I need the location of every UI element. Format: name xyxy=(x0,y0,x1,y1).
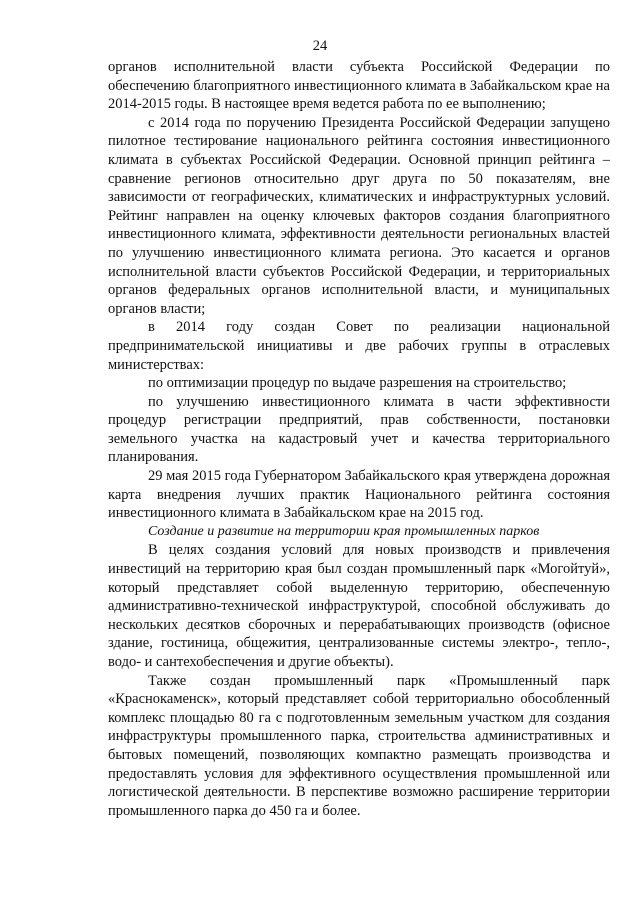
document-body xyxy=(108,58,610,820)
paragraph-krasnokamensk: Также создан промышленный парк «Промышленный парк «Краснокаменск», который представляет собой территориально обособленный комплекс площадью 80 га с подготовленным земельным участком для создания инфраструктуры промышленного парка, строительства административных и бытовых помещений, позволяющих компактно размещать производства и предоставлять условия для эффективного осуществления промышленной или логистической деятельности. В перспективе возможно расширение территории промышленного парка до 450 га и более. xyxy=(108,672,610,819)
section-heading-industrial-parks: Создание и развитие на территории края промышленных парков xyxy=(148,523,540,539)
paragraph-council: в 2014 году создан Совет по реализации национальной предпринимательской инициативы и две рабочих группы в отраслевых министерствах: xyxy=(108,319,610,373)
page-number: 24 xyxy=(312,38,328,54)
list-item-construction: по оптимизации процедур по выдаче разрешения на строительство; xyxy=(148,375,567,392)
paragraph-rating: с 2014 года по поручению Президента Российской Федерации запущено пилотное тестирование национального рейтинга состояния инвестиционного климата в субъектах Российской Федерации. Основной принцип рейтинга – сравнение регионов относительно друг друга по 50 показателям, вне зависимости от географических, климатических и инфраструктурных условий. Рейтинг направлен на оценку ключевых факторов создания благоприятного инвестиционного климата, эффективности деятельности региональных властей по улучшению инвестиционного климата региона. Это касается и органов исполнительной власти субъектов Российской Федерации, и территориальных органов федеральных органов исполнительной власти, и муниципальных органов власти; xyxy=(108,114,610,317)
list-item-investment-climate: по улучшению инвестиционного климата в части эффективности процедур регистрации предприятий, прав собственности, постановки земельного участка на кадастровый учет и качества территориального планирования. xyxy=(108,393,610,466)
paragraph-continuation: органов исполнительной власти субъекта Российской Федерации по обеспечению благоприятного инвестиционного климата в Забайкальском крае на 2014-2015 годы. В настоящее время ведется работа по ее выполнению; xyxy=(108,59,610,113)
paragraph-roadmap: 29 мая 2015 года Губернатором Забайкальского края утверждена дорожная карта внедрения лучших практик Национального рейтинга состояния инвестиционного климата в Забайкальском крае на 2015 год. xyxy=(108,468,610,522)
paragraph-mogoytuy: В целях создания условий для новых производств и привлечения инвестиций на территорию края был создан промышленный парк «Могойтуй», который представляет собой выделенную территорию, обеспеченную административно-технической инфраструктурой, способной обслуживать до нескольких десятков сборочных и перерабатывающих производств (офисное здание, гостиница, общежития, централизованные системы электро-, тепло-, водо- и сантехобеспечения и другие объекты). xyxy=(108,542,610,670)
